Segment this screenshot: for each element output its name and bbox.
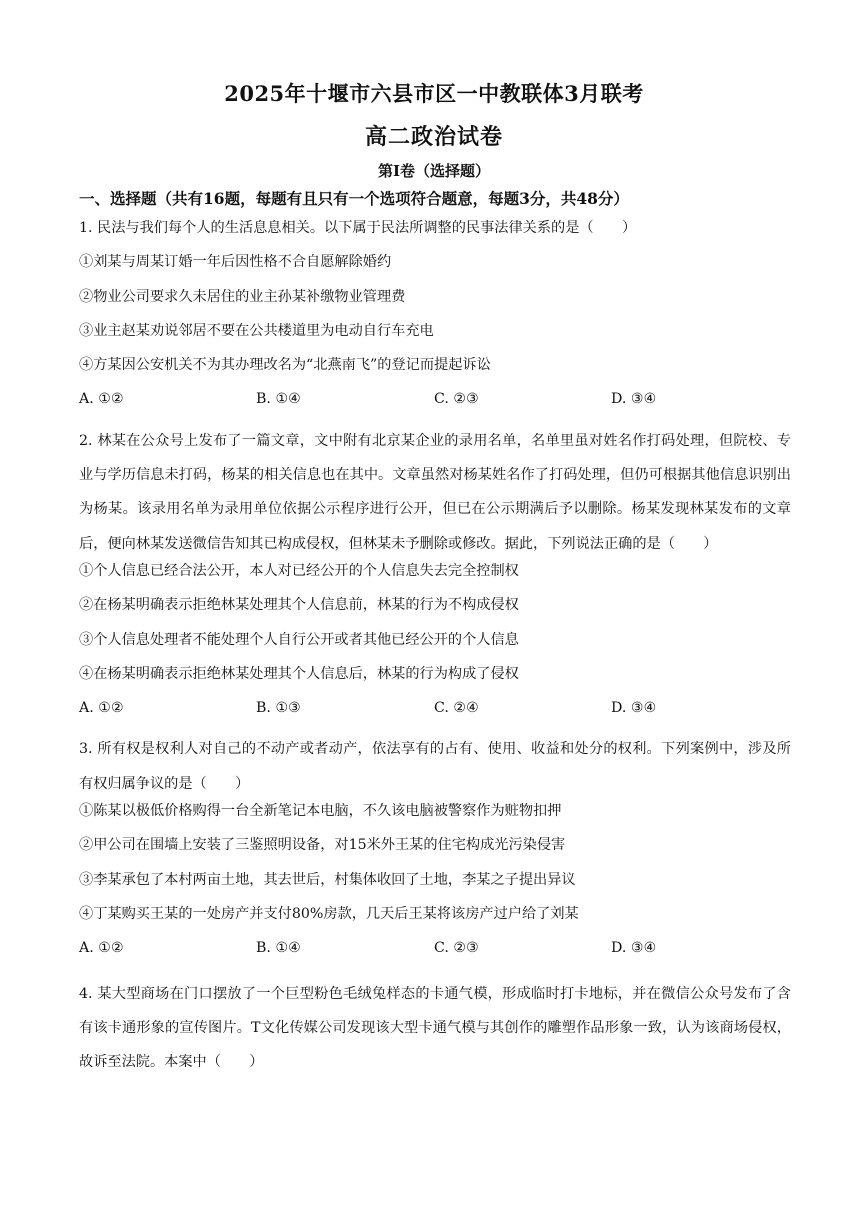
question-stem: 4. 某大型商场在门口摆放了一个巨型粉色毛绒兔样态的卡通气模，形成临时打卡地标，并在微信公众号发布了含有该卡通形象的宣传图片。T文化传媒公司发现该大型卡通气模与其创作的雕塑作品形象一致，认为该商场侵权，故诉至法院。本案中（ ） — [79, 985, 791, 1071]
question-stem: 3. 所有权是权利人对自己的不动产或者动产，依法享有的占有、使用、收益和处分的权利。下列案例中，涉及所有权归属争议的是（ ） — [79, 741, 791, 792]
option-d: D. ③④ — [611, 940, 657, 957]
question-item: ②甲公司在围墙上安装了三鉴照明设备，对15米外王某的住宅构成光污染侵害 — [79, 837, 566, 854]
option-b: B. ①③ — [256, 700, 301, 717]
option-b: B. ①④ — [256, 940, 301, 957]
answer-options — [79, 938, 791, 972]
question-stem: 1. 民法与我们每个人的生活息息相关。以下属于民法所调整的民事法律关系的是（ ） — [79, 220, 637, 236]
question-item: ③李某承包了本村两亩土地，其去世后，村集体收回了土地，李某之子提出异议 — [79, 871, 576, 888]
option-c: C. ②④ — [434, 700, 479, 717]
questions-container — [79, 218, 791, 1079]
question-stem: 2. 林某在公众号上发布了一篇文章，文中附有北京某企业的录用名单，名单里虽对姓名作打码处理，但院校、专业与学历信息未打码，杨某的相关信息也在其中。文章虽然对杨某姓名作了打码处理，但仍可根据其他信息识别出为杨某。该录用名单为录用单位依据公示程序进行公开，但已在公示期满后予以删除。杨某发现林某发布的文章后，便向林某发送微信告知其已构成侵权，但林某未予删除或修改。据此，下列说法正确的是（ ） — [79, 432, 791, 552]
option-c: C. ②③ — [434, 391, 479, 408]
exam-title: 2025年十堰市六县市区一中教联体3月联考 — [224, 81, 644, 106]
question-item: ④方某因公安机关不为其办理改名为“北燕南飞”的登记而提起诉讼 — [79, 357, 491, 374]
question-3 — [79, 732, 791, 972]
answer-options — [79, 389, 791, 423]
volume-title: 第Ⅰ卷（选择题） — [377, 162, 491, 180]
subject-title: 高二政治试卷 — [364, 124, 503, 150]
option-a: A. ①② — [79, 940, 124, 957]
question-item: ④在杨某明确表示拒绝林某处理其个人信息后，林某的行为构成了侵权 — [79, 665, 519, 682]
option-b: B. ①④ — [256, 391, 301, 408]
question-2 — [79, 424, 791, 733]
option-a: A. ①② — [79, 391, 124, 408]
question-item: ①刘某与周某订婚一年后因性格不合自愿解除婚约 — [79, 254, 392, 271]
answer-options — [79, 698, 791, 732]
question-item: ②在杨某明确表示拒绝林某处理其个人信息前，林某的行为不构成侵权 — [79, 597, 519, 614]
option-c: C. ②③ — [434, 940, 479, 957]
question-item: ②物业公司要求久未居住的业主孙某补缴物业管理费 — [79, 288, 406, 305]
option-d: D. ③④ — [611, 391, 657, 408]
question-1 — [79, 218, 791, 424]
option-a: A. ①② — [79, 700, 124, 717]
question-item: ④丁某购买王某的一处房产并支付80%房款，几天后王某将该房产过户给了刘某 — [79, 905, 579, 922]
question-item: ①个人信息已经合法公开，本人对已经公开的个人信息失去完全控制权 — [79, 562, 519, 579]
option-d: D. ③④ — [611, 700, 657, 717]
question-item: ③业主赵某劝说邻居不要在公共楼道里为电动自行车充电 — [79, 322, 434, 339]
question-item: ①陈某以极低价格购得一台全新笔记本电脑，不久该电脑被警察作为赃物扣押 — [79, 803, 562, 820]
question-4 — [79, 977, 791, 1080]
section-heading: 一、选择题（共有16题，每题有且只有一个选项符合题意，每题3分，共48分） — [79, 189, 629, 208]
question-item: ③个人信息处理者不能处理个人自行公开或者其他已经公开的个人信息 — [79, 631, 519, 648]
